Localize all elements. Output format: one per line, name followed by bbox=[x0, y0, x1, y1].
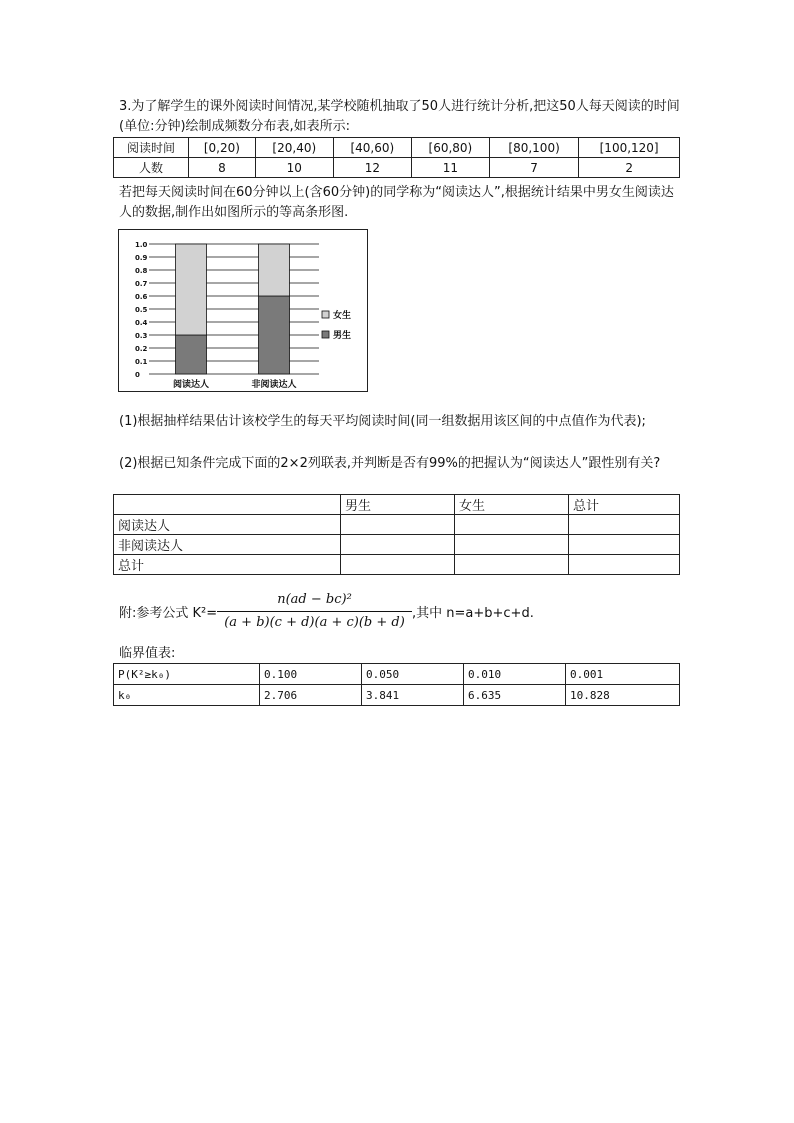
chart-svg bbox=[119, 230, 367, 391]
y-tick-label: 0 bbox=[135, 371, 140, 379]
k-value-cell: 3.841 bbox=[362, 685, 464, 706]
problem-para2: 若把每天阅读时间在60分钟以上(含60分钟)的同学称为“阅读达人”,根据统计结果中男女生阅读达人的数据,制作出如图所示的等高条形图. bbox=[119, 185, 674, 220]
header-cell: 男生 bbox=[341, 495, 455, 515]
row-label: 非阅读达人 bbox=[114, 535, 341, 555]
reference-formula bbox=[119, 590, 679, 634]
y-tick-label: 0.3 bbox=[135, 332, 148, 340]
count-cell: 10 bbox=[255, 158, 333, 178]
blank-cell[interactable] bbox=[341, 515, 455, 535]
interval-cell: [0,20) bbox=[189, 138, 256, 158]
problem-intro: 3.为了解学生的课外阅读时间情况,某学校随机抽取了50人进行统计分析,把这50人每天阅读的时间(单位:分钟)绘制成频数分布表,如表所示: bbox=[119, 99, 680, 134]
table-row bbox=[114, 535, 680, 555]
blank-cell[interactable] bbox=[569, 555, 680, 575]
formula-numerator: n(ad − bc)² bbox=[277, 592, 352, 607]
legend-label: 女生 bbox=[333, 311, 352, 321]
table-row bbox=[114, 158, 680, 178]
bar-segment bbox=[259, 296, 290, 374]
y-tick-label: 0.7 bbox=[135, 280, 148, 288]
blank-cell[interactable] bbox=[341, 555, 455, 575]
k-value-cell: 6.635 bbox=[464, 685, 566, 706]
x-tick-label: 非阅读达人 bbox=[251, 380, 297, 390]
count-cell: 11 bbox=[411, 158, 489, 178]
question-1: (1)根据抽样结果估计该校学生的每天平均阅读时间(同一组数据用该区间的中点值作为代表); bbox=[119, 414, 646, 429]
y-tick-label: 1.0 bbox=[135, 241, 148, 249]
table-row bbox=[114, 138, 680, 158]
p-label-cell: P(K²≥k₀) bbox=[114, 664, 260, 685]
row-header-time: 阅读时间 bbox=[114, 138, 189, 158]
legend-swatch bbox=[322, 331, 329, 338]
stacked-bar-chart bbox=[118, 229, 368, 392]
table-row bbox=[114, 495, 680, 515]
count-cell: 8 bbox=[189, 158, 256, 178]
bar-segment bbox=[176, 244, 207, 335]
y-tick-label: 0.9 bbox=[135, 254, 148, 262]
interval-cell: [80,100) bbox=[489, 138, 578, 158]
row-header-count: 人数 bbox=[114, 158, 189, 178]
interval-cell: [40,60) bbox=[333, 138, 411, 158]
header-cell: 女生 bbox=[455, 495, 569, 515]
blank-cell[interactable] bbox=[455, 555, 569, 575]
count-cell: 7 bbox=[489, 158, 578, 178]
p-value-cell: 0.050 bbox=[362, 664, 464, 685]
k-value-cell: 10.828 bbox=[566, 685, 680, 706]
k-label-cell: k₀ bbox=[114, 685, 260, 706]
critical-value-table bbox=[113, 663, 680, 706]
table-row bbox=[114, 685, 680, 706]
row-label: 总计 bbox=[114, 555, 341, 575]
question-2: (2)根据已知条件完成下面的2×2列联表,并判断是否有99%的把握认为“阅读达人”跟性别有关? bbox=[119, 456, 661, 471]
formula-denominator: (a + b)(c + d)(a + c)(b + d) bbox=[224, 615, 405, 630]
interval-cell: [60,80) bbox=[411, 138, 489, 158]
legend-swatch bbox=[322, 311, 329, 318]
interval-cell: [20,40) bbox=[255, 138, 333, 158]
y-tick-label: 0.8 bbox=[135, 267, 148, 275]
x-tick-label: 阅读达人 bbox=[172, 380, 210, 390]
row-label: 阅读达人 bbox=[114, 515, 341, 535]
fraction-bar bbox=[217, 611, 412, 612]
formula-prefix: 附:参考公式 K²= bbox=[119, 606, 218, 621]
table-row bbox=[114, 664, 680, 685]
frequency-table bbox=[113, 137, 680, 178]
blank-cell[interactable] bbox=[569, 535, 680, 555]
header-cell bbox=[114, 495, 341, 515]
y-tick-label: 0.4 bbox=[135, 319, 148, 327]
bar-segment bbox=[176, 335, 207, 374]
critical-title: 临界值表: bbox=[119, 646, 176, 661]
table-row bbox=[114, 555, 680, 575]
blank-cell[interactable] bbox=[341, 535, 455, 555]
bar-segment bbox=[259, 244, 290, 296]
formula-suffix: ,其中 n=a+b+c+d. bbox=[412, 606, 534, 621]
formula-fraction bbox=[217, 590, 412, 633]
y-tick-label: 0.6 bbox=[135, 293, 148, 301]
p-value-cell: 0.100 bbox=[260, 664, 362, 685]
y-tick-label: 0.1 bbox=[135, 358, 148, 366]
interval-cell: [100,120] bbox=[579, 138, 680, 158]
count-cell: 2 bbox=[579, 158, 680, 178]
count-cell: 12 bbox=[333, 158, 411, 178]
p-value-cell: 0.010 bbox=[464, 664, 566, 685]
blank-cell[interactable] bbox=[455, 515, 569, 535]
p-value-cell: 0.001 bbox=[566, 664, 680, 685]
contingency-table bbox=[113, 494, 680, 575]
blank-cell[interactable] bbox=[455, 535, 569, 555]
legend-label: 男生 bbox=[333, 331, 352, 341]
table-row bbox=[114, 515, 680, 535]
y-tick-label: 0.5 bbox=[135, 306, 148, 314]
k-value-cell: 2.706 bbox=[260, 685, 362, 706]
header-cell: 总计 bbox=[569, 495, 680, 515]
y-tick-label: 0.2 bbox=[135, 345, 148, 353]
blank-cell[interactable] bbox=[569, 515, 680, 535]
